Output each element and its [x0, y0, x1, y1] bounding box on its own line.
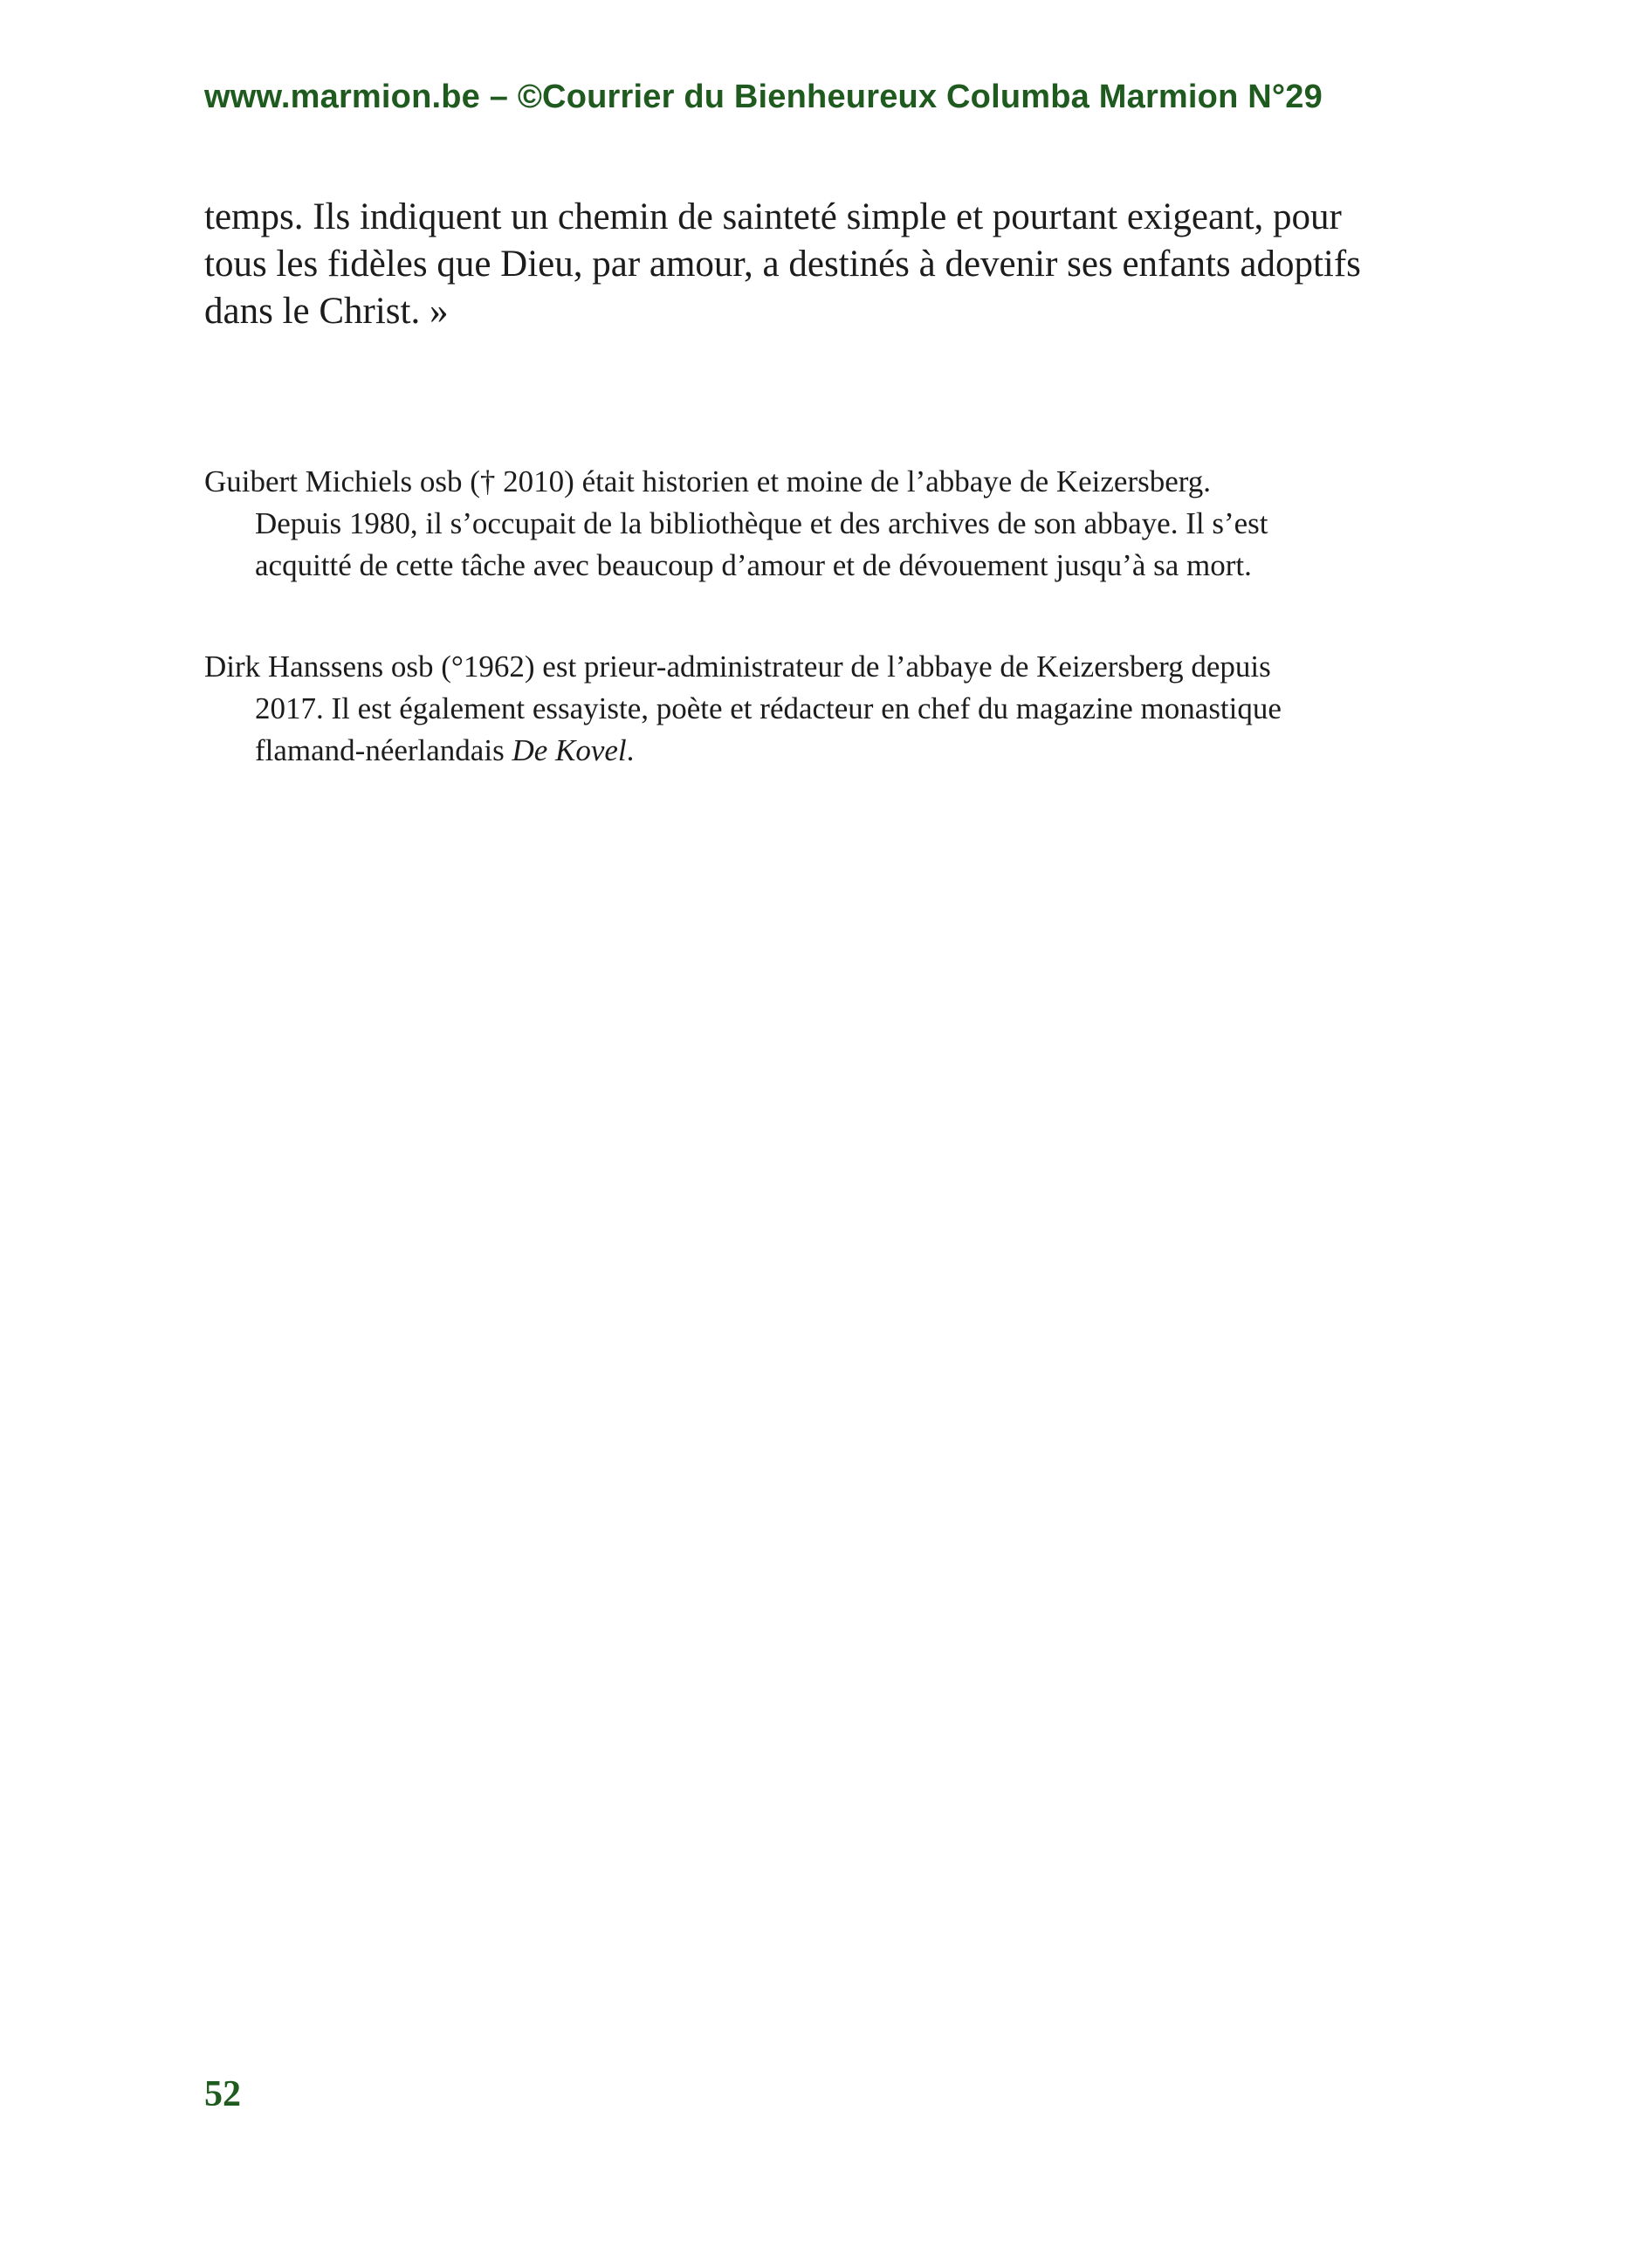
paragraph-line: dans le Christ. » — [204, 291, 449, 332]
bio-line: Depuis 1980, il s’occupait de la bibliothèque et des archives de son abbaye. Il s’est — [255, 506, 1268, 540]
magazine-title: De Kovel — [512, 733, 627, 767]
author-bio-hanssens — [204, 646, 1426, 772]
bio-line — [204, 730, 1426, 772]
bio-line: Guibert Michiels osb († 2010) était historien et moine de l’abbaye de Keizersberg. — [204, 464, 1212, 498]
bio-line: acquitté de cette tâche avec beaucoup d’amour et de dévouement jusqu’à sa mort. — [255, 548, 1252, 582]
bio-line-suffix: . — [626, 733, 635, 767]
paragraph-line: tous les fidèles que Dieu, par amour, a destinés à devenir ses enfants adoptifs — [204, 244, 1361, 285]
page-number: 52 — [204, 2074, 241, 2114]
paragraph-line: temps. Ils indiquent un chemin de sainteté simple et pourtant exigeant, pour — [204, 196, 1342, 237]
page-header: www.marmion.be – ©Courrier du Bienheureux Columba Marmion N°29 — [204, 79, 1323, 115]
bio-line: Dirk Hanssens osb (°1962) est prieur-administrateur de l’abbaye de Keizersberg depuis — [204, 649, 1271, 684]
author-bio-michiels — [204, 461, 1426, 587]
main-paragraph — [204, 194, 1426, 335]
bio-line: 2017. Il est également essayiste, poète et rédacteur en chef du magazine monastique — [255, 691, 1282, 725]
bio-line-prefix: flamand-néerlandais — [255, 733, 512, 767]
